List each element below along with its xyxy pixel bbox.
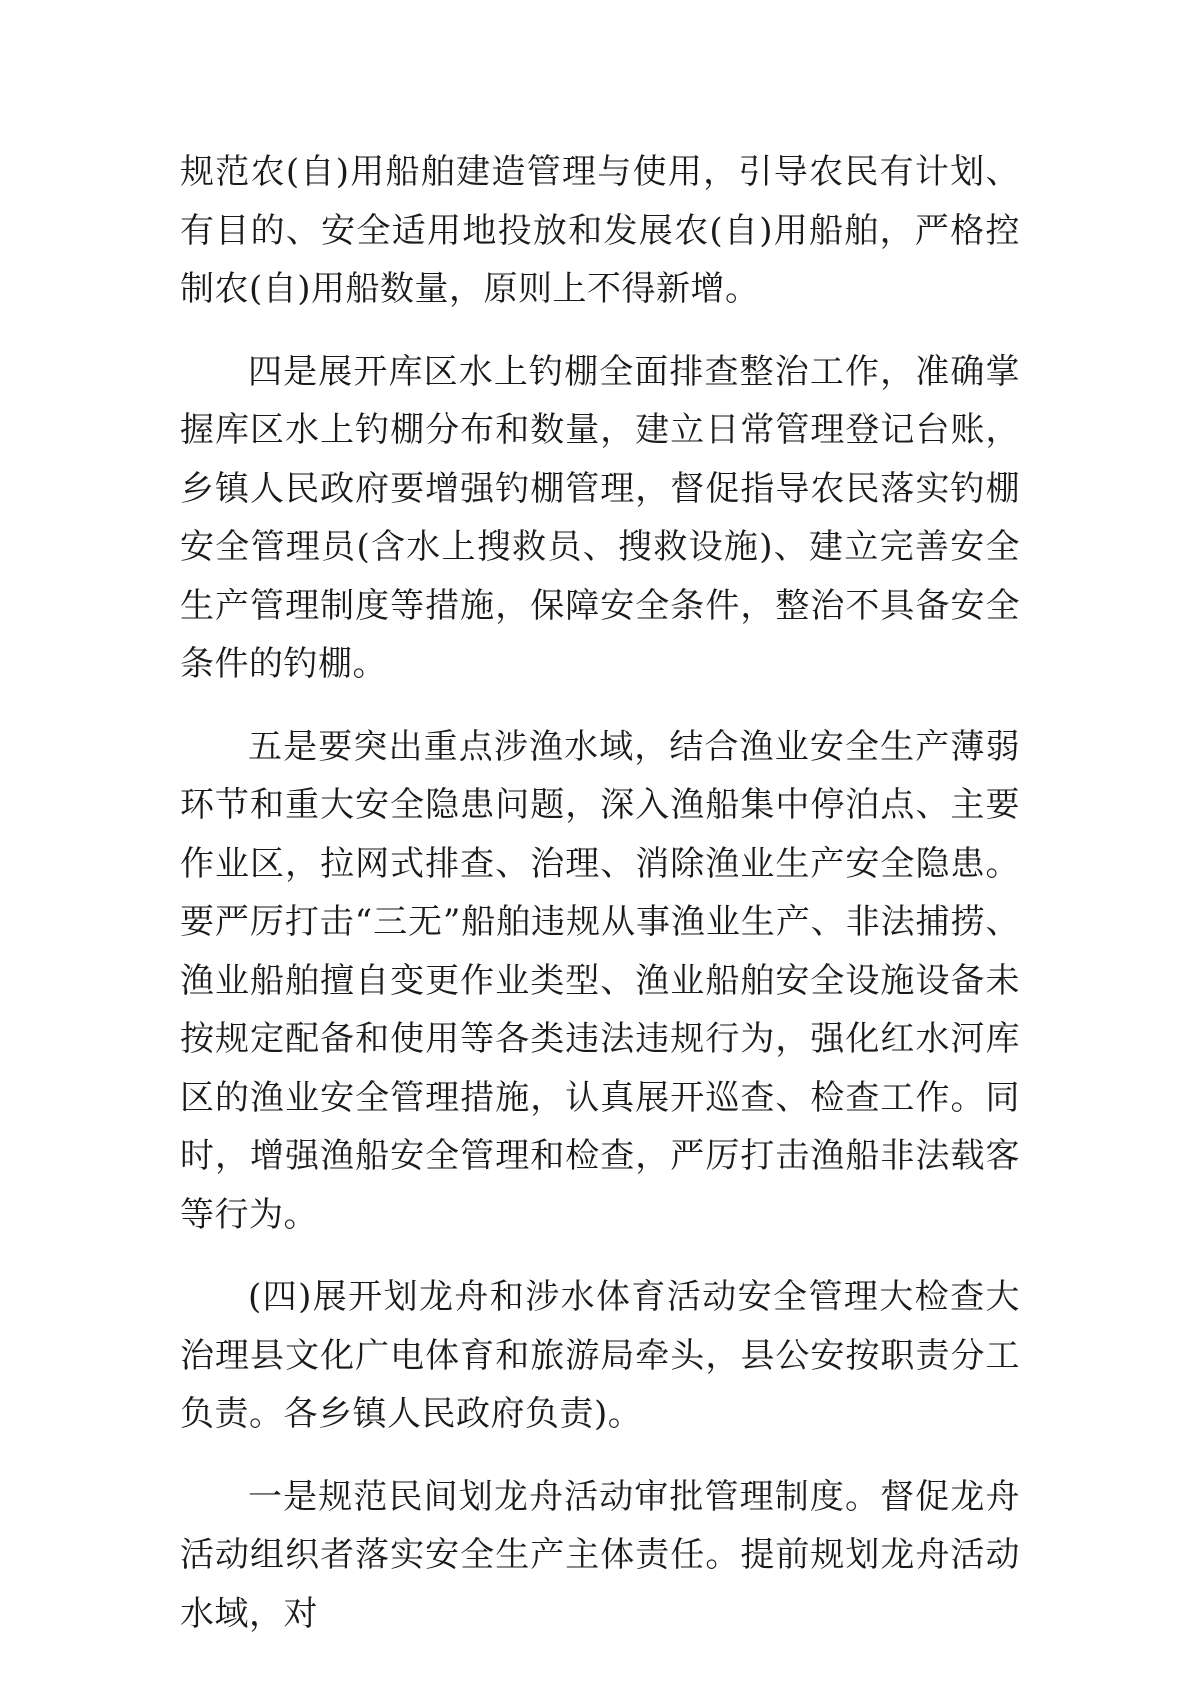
document-body bbox=[180, 143, 1020, 1643]
paragraph-section-four-heading: (四)展开划龙舟和涉水体育活动安全管理大检查大治理县文化广电体育和旅游局牵头，县公安按职责分工负责。各乡镇人民政府负责)。 bbox=[180, 1277, 1020, 1434]
paragraph-item-four: 四是展开库区水上钓棚全面排查整治工作，准确掌握库区水上钓棚分布和数量，建立日常管理登记台账，乡镇人民政府要增强钓棚管理，督促指导农民落实钓棚安全管理员(含水上搜救员、搜救设施)、建立完善安全生产管理制度等措施，保障安全条件，整治不具备安全条件的钓棚。 bbox=[180, 351, 1020, 684]
paragraph-continuation: 规范农(自)用船舶建造管理与使用，引导农民有计划、有目的、安全适用地投放和发展农(自)用船舶，严格控制农(自)用船数量，原则上不得新增。 bbox=[180, 152, 1020, 309]
paragraph-item-five: 五是要突出重点涉渔水域，结合渔业安全生产薄弱环节和重大安全隐患问题，深入渔船集中停泊点、主要作业区，拉网式排查、治理、消除渔业生产安全隐患。要严厉打击“三无”船舶违规从事渔业生产、非法捕捞、渔业船舶擅自变更作业类型、渔业船舶安全设施设备未按规定配备和使用等各类违法违规行为，强化红水河库区的渔业安全管理措施，认真展开巡查、检查工作。同时，增强渔船安全管理和检查，严厉打击渔船非法载客等行为。 bbox=[180, 726, 1020, 1235]
paragraph-item-one: 一是规范民间划龙舟活动审批管理制度。督促龙舟活动组织者落实安全生产主体责任。提前规划龙舟活动水域，对 bbox=[180, 1476, 1020, 1634]
